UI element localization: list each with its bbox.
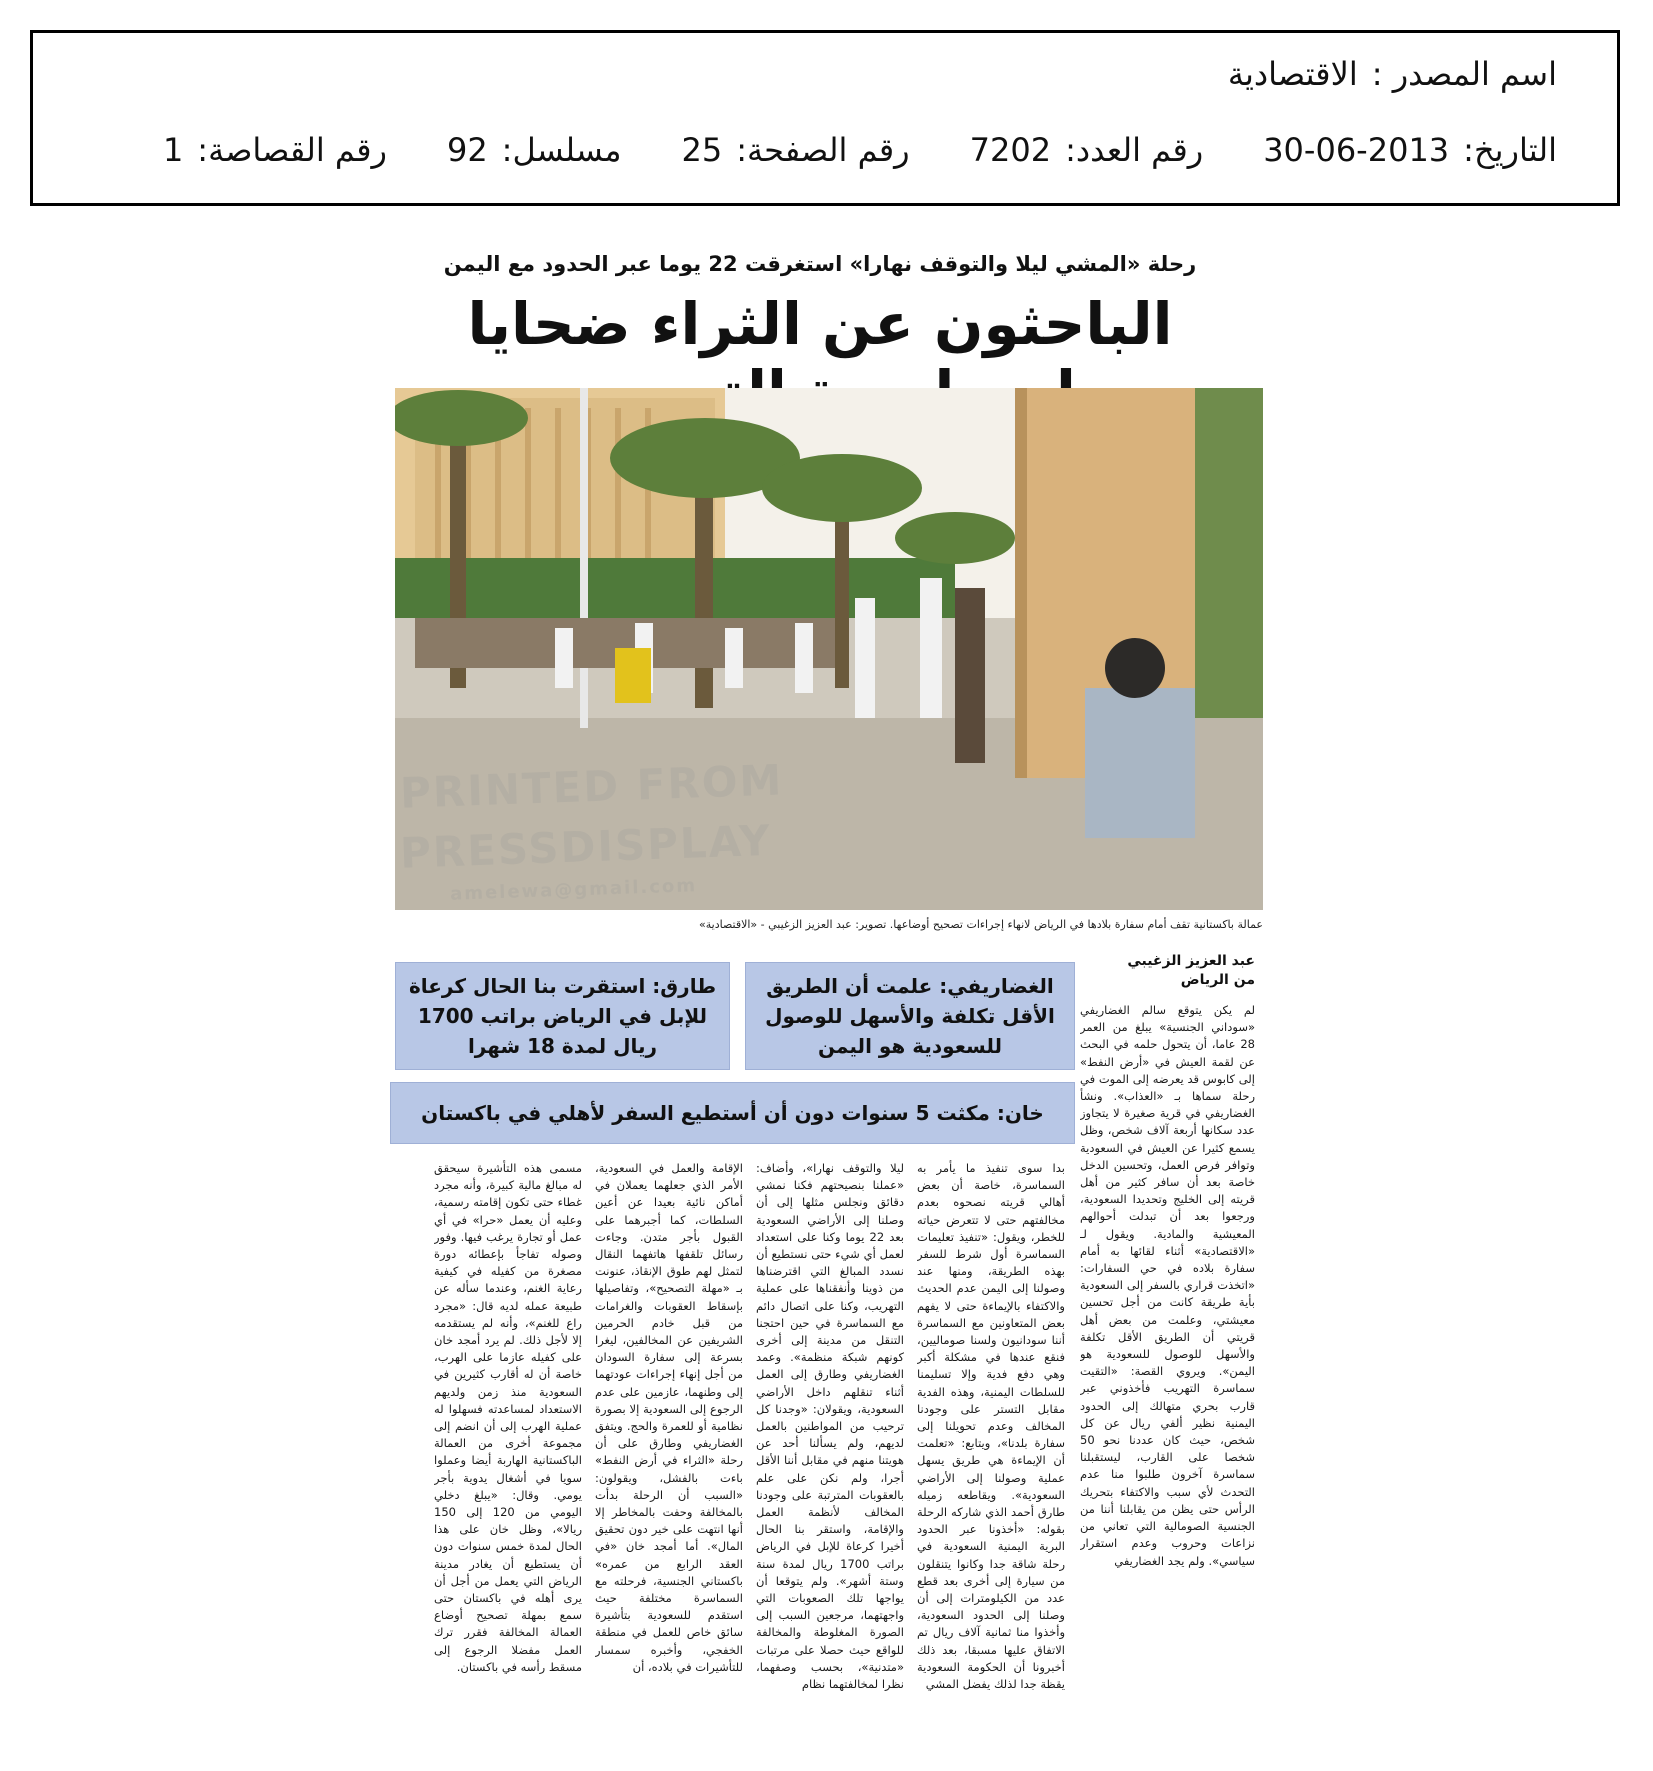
date-label: التاريخ:: [1463, 131, 1557, 169]
date-pair: [1263, 131, 1557, 169]
watermark-line-1: PRINTED FROM: [399, 755, 785, 818]
page-value: 25: [681, 131, 723, 169]
article-kicker: رحلة «المشي ليلا والتوقف نهارا» استغرقت 22 يوما عبر الحدود مع اليمن: [443, 252, 1197, 276]
serial-value: 92: [446, 131, 488, 169]
details-row: [163, 131, 1557, 169]
issue-label: رقم العدد:: [1065, 131, 1204, 169]
pull-quote-tariq: طارق: استقرت بنا الحال كرعاة للإبل في الرياض براتب 1700 ريال لمدة 18 شهرا: [395, 962, 730, 1070]
body-column-4: مسمى هذه التأشيرة سيحقق له مبالغ مالية كبيرة، وأنه مجرد غطاء حتى تكون إقامته رسمية، وعليه أن يعمل «حرا» في أي عمل أو تجارة يرغب فيها. وفور وصوله تفاجأ بإعطائه دورة مصغرة من كفيله في كيفية رعاية الغنم، وعندما سأله عن طبيعة عمله لديه قال: «مجرد راع للغنم»، وأنه لم يستقدمه إلا لأجل ذلك. لم يرد أمجد خان على كفيله عازما على الهرب، خاصة أن له أقارب كثيرين في السعودية منذ زمن ولديهم الاستعداد لمساعدته فسهلوا له عملية الهرب إلى أن انضم إلى مجموعة أخرى من العمالة الباكستانية الهاربة أيضا وعملوا سويا في أشغال يدوية بأجر يومي. وقال: «يبلغ دخلي اليومي من 120 إلى 150 ريالا»، وظل خان على هذا الحال لمدة خمس سنوات دون أن يستطيع أن يغادر مدينة الرياض التي يعمل من أجل أن يرى أهله في باكستان حتى سمع بمهلة تصحيح أوضاع العمالة المخالفة فقرر ترك العمل مفضلا الرجوع إلى مسقط رأسه في باكستان.: [434, 1161, 582, 1674]
source-value: الاقتصادية: [1227, 55, 1358, 93]
body-column-1: بدا سوى تنفيذ ما يأمر به السماسرة، خاصة أن بعض أهالي قريته نصحوه بعدم مخالفتهم حتى لا تتعرض حياته للخطر، ويقول: «تنفيذ تعليمات السماسرة أول شرط للسفر بهذه الطريقة، ومنها عند وصولنا إلى اليمن عدم الحديث والاكتفاء بالإيماءة حتى لا يفهم بعض المتعاونين مع السماسرة أننا سودانيون ولسنا صوماليين، فنقع عندها في مشكلة أكبر وهي دفع فدية وإلا تسليمنا للسلطات اليمنية، وهذه الفدية مقابل التستر على وجودنا المخالف وعدم تحويلنا إلى سفارة بلدنا»، ويتابع: «تعلمت أن الإيماءة هي طريق يسهل عملية وصولنا إلى الأراضي السعودية». ويقاطعه زميله طارق أحمد الذي شاركه الرحلة بقوله: «أخذونا عبر الحدود البرية اليمنية السعودية في رحلة شاقة جدا وكانوا يتنقلون من سيارة إلى أخرى بعد قطع عدد من الكيلومترات إلى أن وصلنا إلى الحدود السعودية، وأخذوا منا ثمانية آلاف ريال تم الاتفاق عليها مسبقا، بعد ذلك أخبرونا أن الحكومة السعودية يقظة جدا لذلك يفضل المشي: [917, 1161, 1065, 1692]
source-row: [1078, 55, 1557, 93]
photo-caption: عمالة باكستانية تقف أمام سفارة بلادها في الرياض لانهاء إجراءات تصحيح أوضاعها. تصوير: عبد العزيز الزغيبي - «الاقتصادية»: [699, 918, 1263, 931]
clip-pair: [163, 131, 387, 169]
serial-label: مسلسل:: [501, 131, 622, 169]
source-info-box: [30, 30, 1620, 206]
article-headline: الباحثون عن الثراء ضحايا: [467, 290, 1173, 358]
date-value: 2013-06-30: [1263, 131, 1450, 169]
pull-quote-ghadarifi: الغضاريفي: علمت أن الطريق الأقل تكلفة والأسهل للوصول للسعودية هو اليمن: [745, 962, 1075, 1070]
watermark-email: amelewa@gmail.com: [449, 875, 698, 905]
source-pair: [1228, 55, 1557, 93]
byline: [1115, 952, 1255, 990]
page-pair: [682, 131, 910, 169]
newspaper-clipping: [370, 240, 1270, 1770]
issue-value: 7202: [969, 131, 1052, 169]
source-label: اسم المصدر :: [1371, 55, 1557, 93]
issue-pair: [970, 131, 1204, 169]
clip-label: رقم القصاصة:: [197, 131, 387, 169]
serial-pair: [447, 131, 622, 169]
body-column-intro: لم يكن يتوقع سالم الغضاريفي «سوداني الجنسية» يبلغ من العمر 28 عاما، أن يتحول حلمه في البحث عن لقمة العيش في «أرض النفط» إلى كابوس قد يعرضه إلى الموت في رحلة سماها بـ «العذاب». ونشأ الغضاريفي في قرية صغيرة لا يتجاوز عدد سكانها أربعة آلاف شخص، وظل يسمع كثيرا عن العيش في السعودية وتوافر فرص العمل، وتحسين الدخل خاصة بعد أن سافر كثير من أهل قريته إلى الخليج وتحديدا السعودية، ورجعوا بعد أن تبدلت أحوالهم المعيشية والمادية. ويقول لـ «الاقتصادية» أثناء لقائها به أمام سفارة بلاده في حي السفارات: «اتخذت قراري بالسفر إلى السعودية بأية طريقة كانت من أجل تحسين معيشتي، وعلمت من بعض أهل قريتي أن الطريق الأقل تكلفة والأسهل للوصول للسعودية هو اليمن». ويروي القصة: «التقيت سماسرة التهريب فأخذوني عبر قارب بحري متهالك إلى الحدود اليمنية نظير ألفي ريال عن كل شخص، حيث كان عددنا نحو 50 شخصا على القارب، ليستقبلنا سماسرة آخرون طلبوا منا عدم التحدث لأي سبب والاكتفاء بتحريك الرأس حتى يظن من يقابلنا أننا من الجنسية الصومالية التي تعاني من نزاعات وحروب وعدم استقرار سياسي». ولم يجد الغضاريفي: [1080, 1003, 1255, 1568]
pull-quote-khan: خان: مكثت 5 سنوات دون أن أستطيع السفر لأهلي في باكستان: [390, 1082, 1075, 1144]
clip-value: 1: [162, 131, 184, 169]
watermark-line-2: PRESSDISPLAY: [399, 815, 773, 878]
body-column-2: ليلا والتوقف نهارا»، وأضاف: «عملنا بنصيحتهم فكنا نمشي دقائق ونجلس مثلها إلى أن وصلنا إلى الأراضي السعودية بعد 22 يوما وكنا على استعداد لعمل أي شيء حتى نستطيع أن نسدد المبالغ التي اقترضناها من ذوينا وأنفقناها على عملية التهريب، وكنا على اتصال دائم مع السماسرة في حين احتجنا التنقل من مدينة إلى أخرى كونهم شبكة منظمة». وعمد الغضاريفي وطارق إلى العمل أثناء تنقلهم داخل الأراضي السعودية، ويقولان: «وجدنا كل ترحيب من المواطنين بالعمل لديهم، ولم يسألنا أحد عن هويتنا منهم في مقابل أننا الأقل أجرا، ولم نكن على علم بالعقوبات المترتبة على وجودنا المخالف لأنظمة العمل والإقامة، واستقر بنا الحال أخيرا كرعاة للإبل في الرياض براتب 1700 ريال لمدة سنة وستة أشهر». ولم يتوقعا أن يواجها تلك الصعوبات التي واجهتهما، مرجعين السبب إلى الصورة المغلوطة والمخالفة للواقع حيث حصلا على مرتبات «متدنية»، بحسب وصفهما، نظرا لمخالفتهما نظام: [756, 1161, 904, 1692]
byline-place: من الرياض: [1180, 972, 1255, 988]
body-column-3: الإقامة والعمل في السعودية، الأمر الذي جعلهما يعملان في أماكن نائية بعيدا عن أعين السلطات، كما أجبرهما على القبول بأجر متدن. وجاءت رسائل تلقفها هاتفهما النقال لتمثل لهم طوق الإنقاذ، عنونت بـ «مهلة التصحيح»، وتفاصيلها بإسقاط العقوبات والغرامات من قبل خادم الحرمين الشريفين عن المخالفين، ليغرا بسرعة إلى سفارة السودان من أجل إنهاء إجراءات عودتهما إلى وطنهما، عازمين على عدم الرجوع إلى السعودية إلا بصورة نظامية أو للعمرة والحج. ويتفق الغضاريفي وطارق على أن رحلة «الثراء في أرض النفط» باءت بالفشل، ويقولون: «السبب أن الرحلة بدأت بالمخالفة وحفت بالمخاطر إلا أنها انتهت على خير دون تحقيق المال». أما أمجد خان «في العقد الرابع من عمره» باكستاني الجنسية، فرحلته مع السماسرة مختلفة حيث استقدم للسعودية بتأشيرة سائق خاص للعمل في منطقة الخفجي، وأخبره سمسار للتأشيرات في بلاده، أن: [595, 1161, 743, 1674]
byline-name: عبد العزيز الزغيبي: [1127, 953, 1255, 969]
article-photo: [395, 388, 1263, 910]
page-label: رقم الصفحة:: [736, 131, 910, 169]
embassy-queue-photo: [395, 388, 1263, 910]
